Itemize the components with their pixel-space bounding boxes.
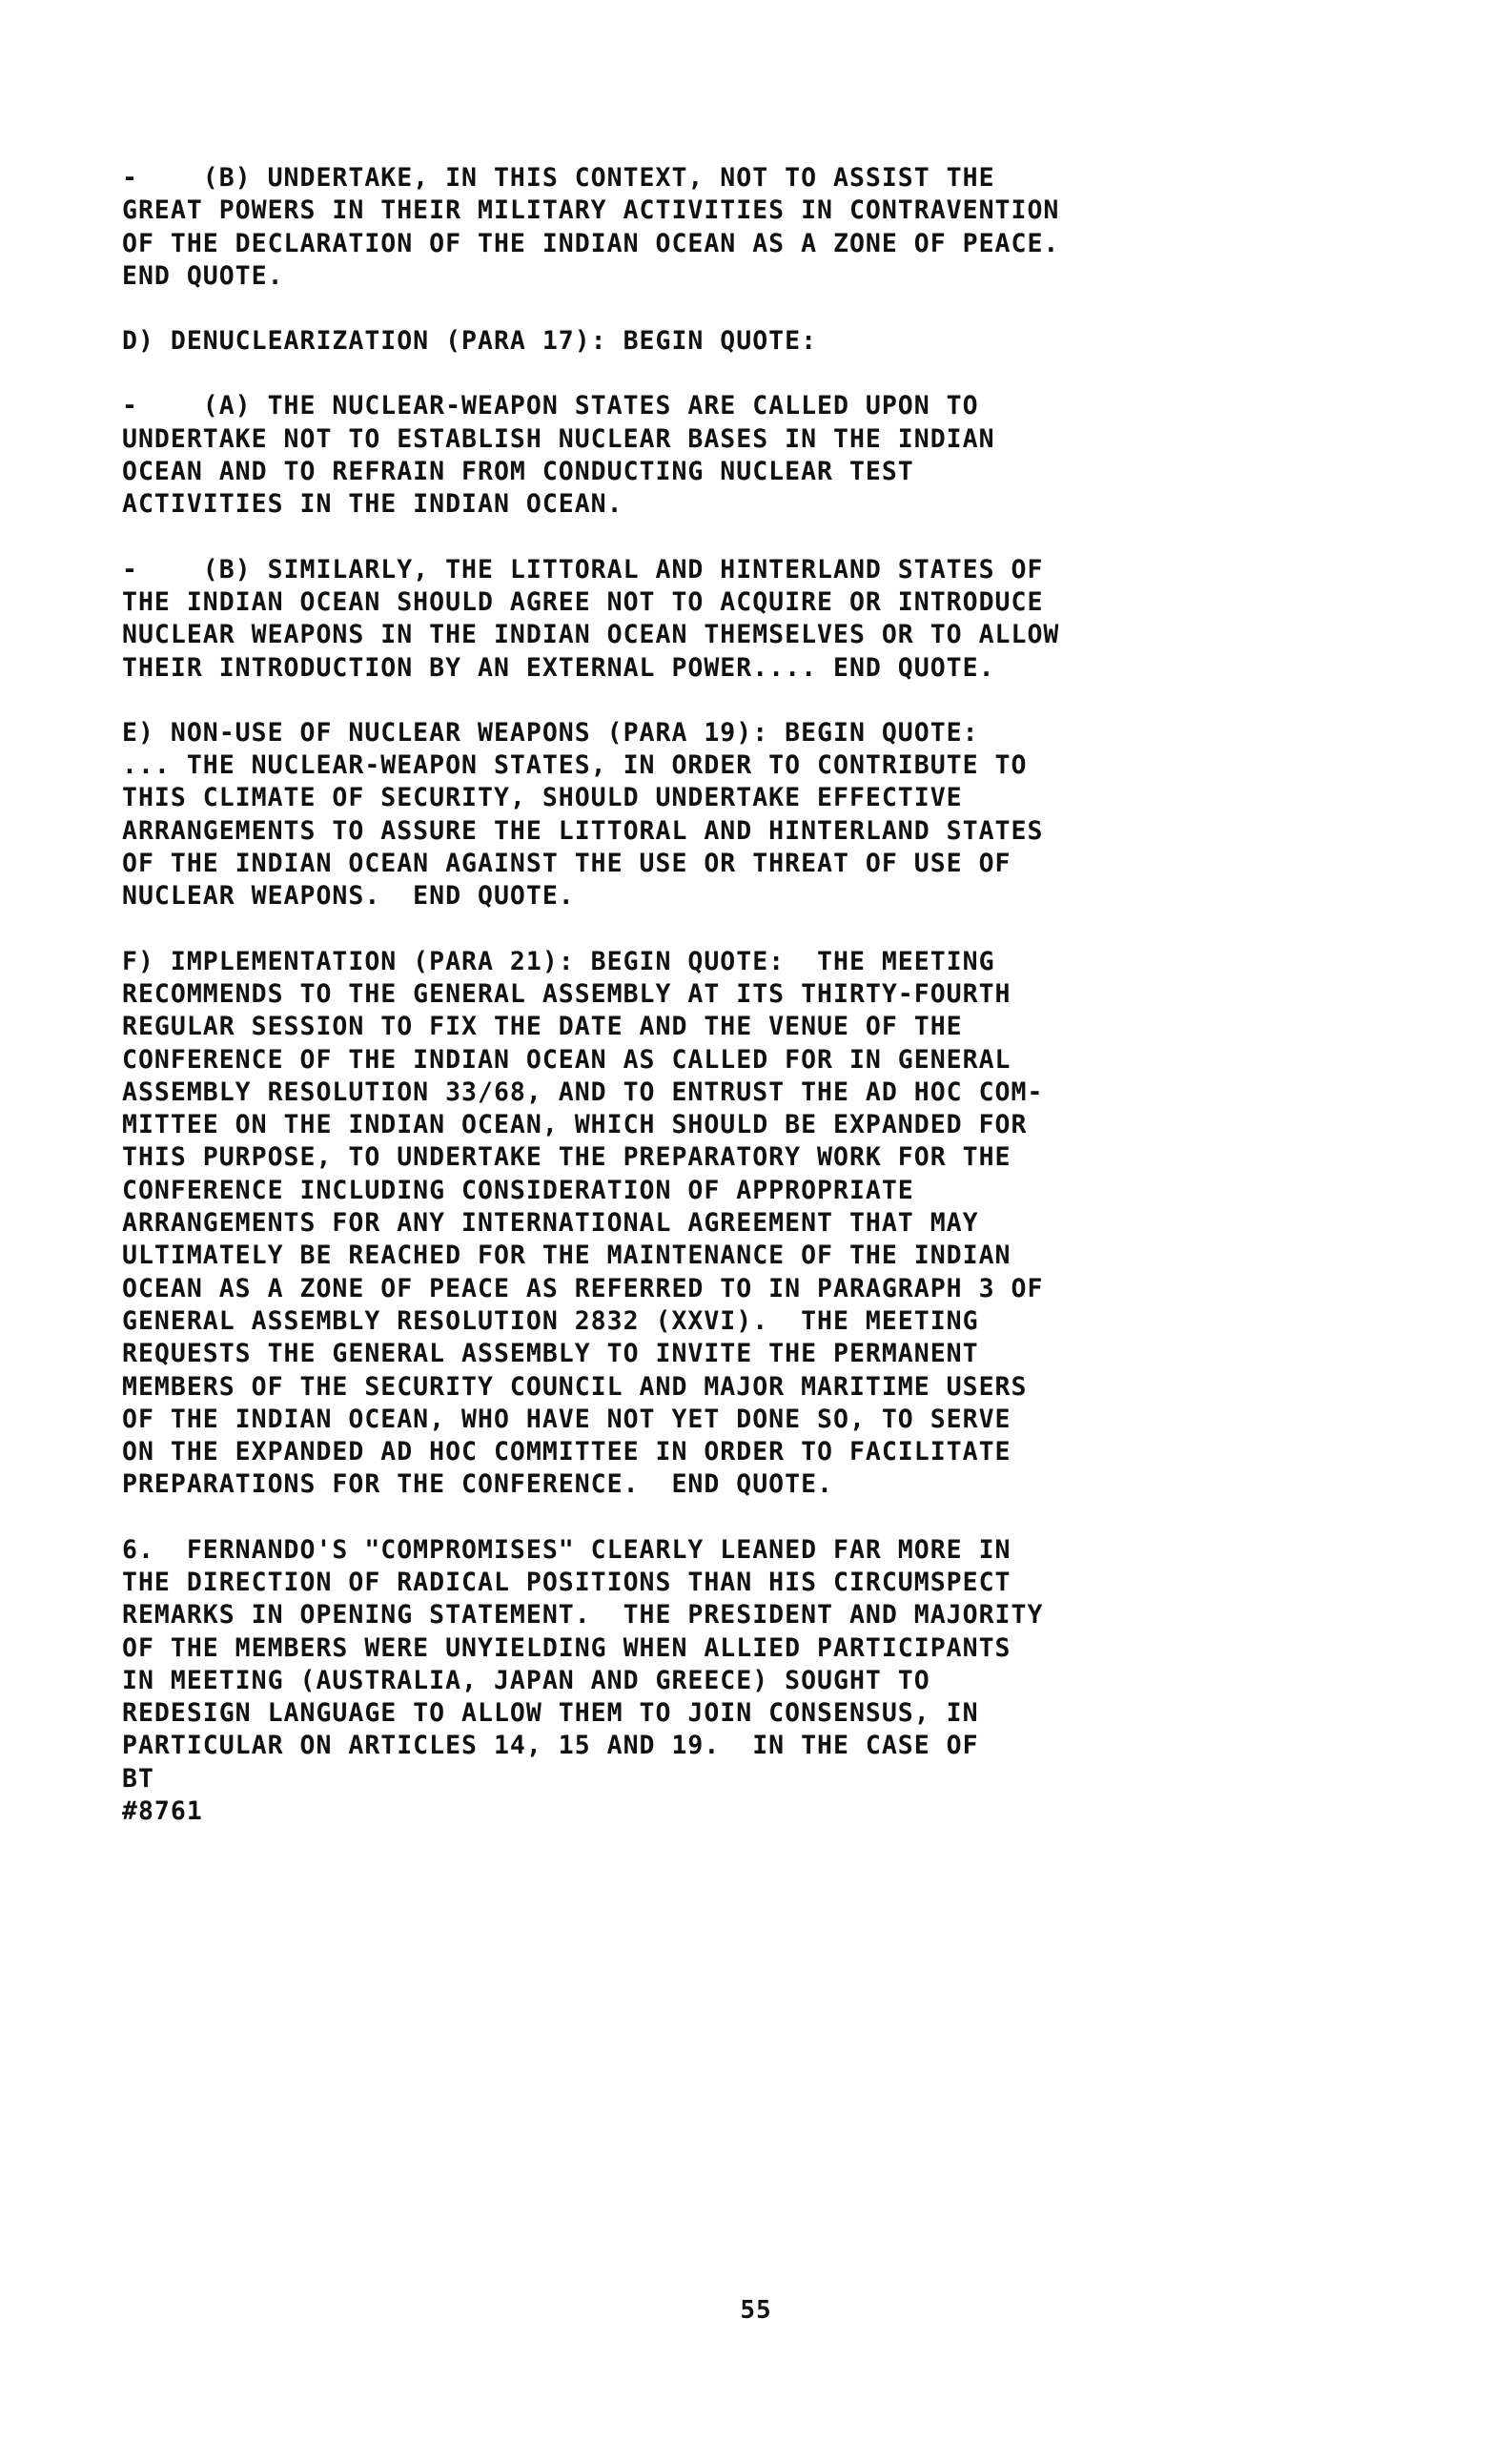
paragraph-undertake-b: - (B) UNDERTAKE, IN THIS CONTEXT, NOT TO ASSIST THE GREAT POWERS IN THEIR MILITARY ACTIVITIES IN CONTRAVENTION OF THE DECLARATION OF THE INDIAN OCEAN AS A ZONE OF PEACE. END QUOTE. bbox=[122, 163, 1060, 291]
document-body bbox=[122, 162, 1323, 1828]
paragraph-implementation: F) IMPLEMENTATION (PARA 21): BEGIN QUOTE: THE MEETING RECOMMENDS TO THE GENERAL ASSEMBLY AT ITS THIRTY-FOURTH REGULAR SESSION TO FIX THE DATE AND THE VENUE OF THE CONFERENCE OF THE INDIAN OCEAN AS CALLED FOR IN GENERAL ASSEMBLY RESOLUTION 33/68, AND TO ENTRUST THE AD HOC COM- MITTEE ON THE INDIAN OCEAN, WHICH SHOULD BE EXPANDED FOR THIS PURPOSE, TO UNDERTAKE THE PREPARATORY WORK FOR THE CONFERENCE INCLUDING CONSIDERATION OF APPROPRIATE ARRANGEMENTS FOR ANY INTERNATIONAL AGREEMENT THAT MAY ULTIMATELY BE REACHED FOR THE MAINTENANCE OF THE INDIAN OCEAN AS A ZONE OF PEACE AS REFERRED TO IN PARAGRAPH 3 OF GENERAL ASSEMBLY RESOLUTION 2832 (XXVI). THE MEETING REQUESTS THE GENERAL ASSEMBLY TO INVITE THE PERMANENT MEMBERS OF THE SECURITY COUNCIL AND MAJOR MARITIME USERS OF THE INDIAN OCEAN, WHO HAVE NOT YET DONE SO, TO SERVE ON THE EXPANDED AD HOC COMMITTEE IN ORDER TO FACILITATE PREPARATIONS FOR THE CONFERENCE. END QUOTE. bbox=[122, 946, 1044, 1500]
paragraph-denuclearization-heading: D) DENUCLEARIZATION (PARA 17): BEGIN QUOTE: bbox=[122, 326, 818, 357]
page-number: 55 bbox=[740, 2296, 772, 2325]
paragraph-fernando-compromises: 6. FERNANDO'S "COMPROMISES" CLEARLY LEANED FAR MORE IN THE DIRECTION OF RADICAL POSITIONS THAN HIS CIRCUMSPECT REMARKS IN OPENING STATEMENT. THE PRESIDENT AND MAJORITY OF THE MEMBERS WERE UNYIELDING WHEN ALLIED PARTICIPANTS IN MEETING (AUSTRALIA, JAPAN AND GREECE) SOUGHT TO REDESIGN LANGUAGE TO ALLOW THEM TO JOIN CONSENSUS, IN PARTICULAR ON ARTICLES 14, 15 AND 19. IN THE CASE OF BT #8761 bbox=[122, 1534, 1044, 1827]
paragraph-denuclearization-b: - (B) SIMILARLY, THE LITTORAL AND HINTERLAND STATES OF THE INDIAN OCEAN SHOULD AGREE NOT TO ACQUIRE OR INTRODUCE NUCLEAR WEAPONS IN THE INDIAN OCEAN THEMSELVES OR TO ALLOW THEIR INTRODUCTION BY AN EXTERNAL POWER.... END QUOTE. bbox=[122, 554, 1060, 683]
paragraph-non-use: E) NON-USE OF NUCLEAR WEAPONS (PARA 19): BEGIN QUOTE: ... THE NUCLEAR-WEAPON STATES, IN ORDER TO CONTRIBUTE TO THIS CLIMATE OF SECURITY, SHOULD UNDERTAKE EFFECTIVE ARRANGEMENTS TO ASSURE THE LITTORAL AND HINTERLAND STATES OF THE INDIAN OCEAN AGAINST THE USE OR THREAT OF USE OF NUCLEAR WEAPONS. END QUOTE. bbox=[122, 717, 1044, 912]
paragraph-denuclearization-a: - (A) THE NUCLEAR-WEAPON STATES ARE CALLED UPON TO UNDERTAKE NOT TO ESTABLISH NUCLEAR BASES IN THE INDIAN OCEAN AND TO REFRAIN FROM CONDUCTING NUCLEAR TEST ACTIVITIES IN THE INDIAN OCEAN. bbox=[122, 391, 995, 520]
